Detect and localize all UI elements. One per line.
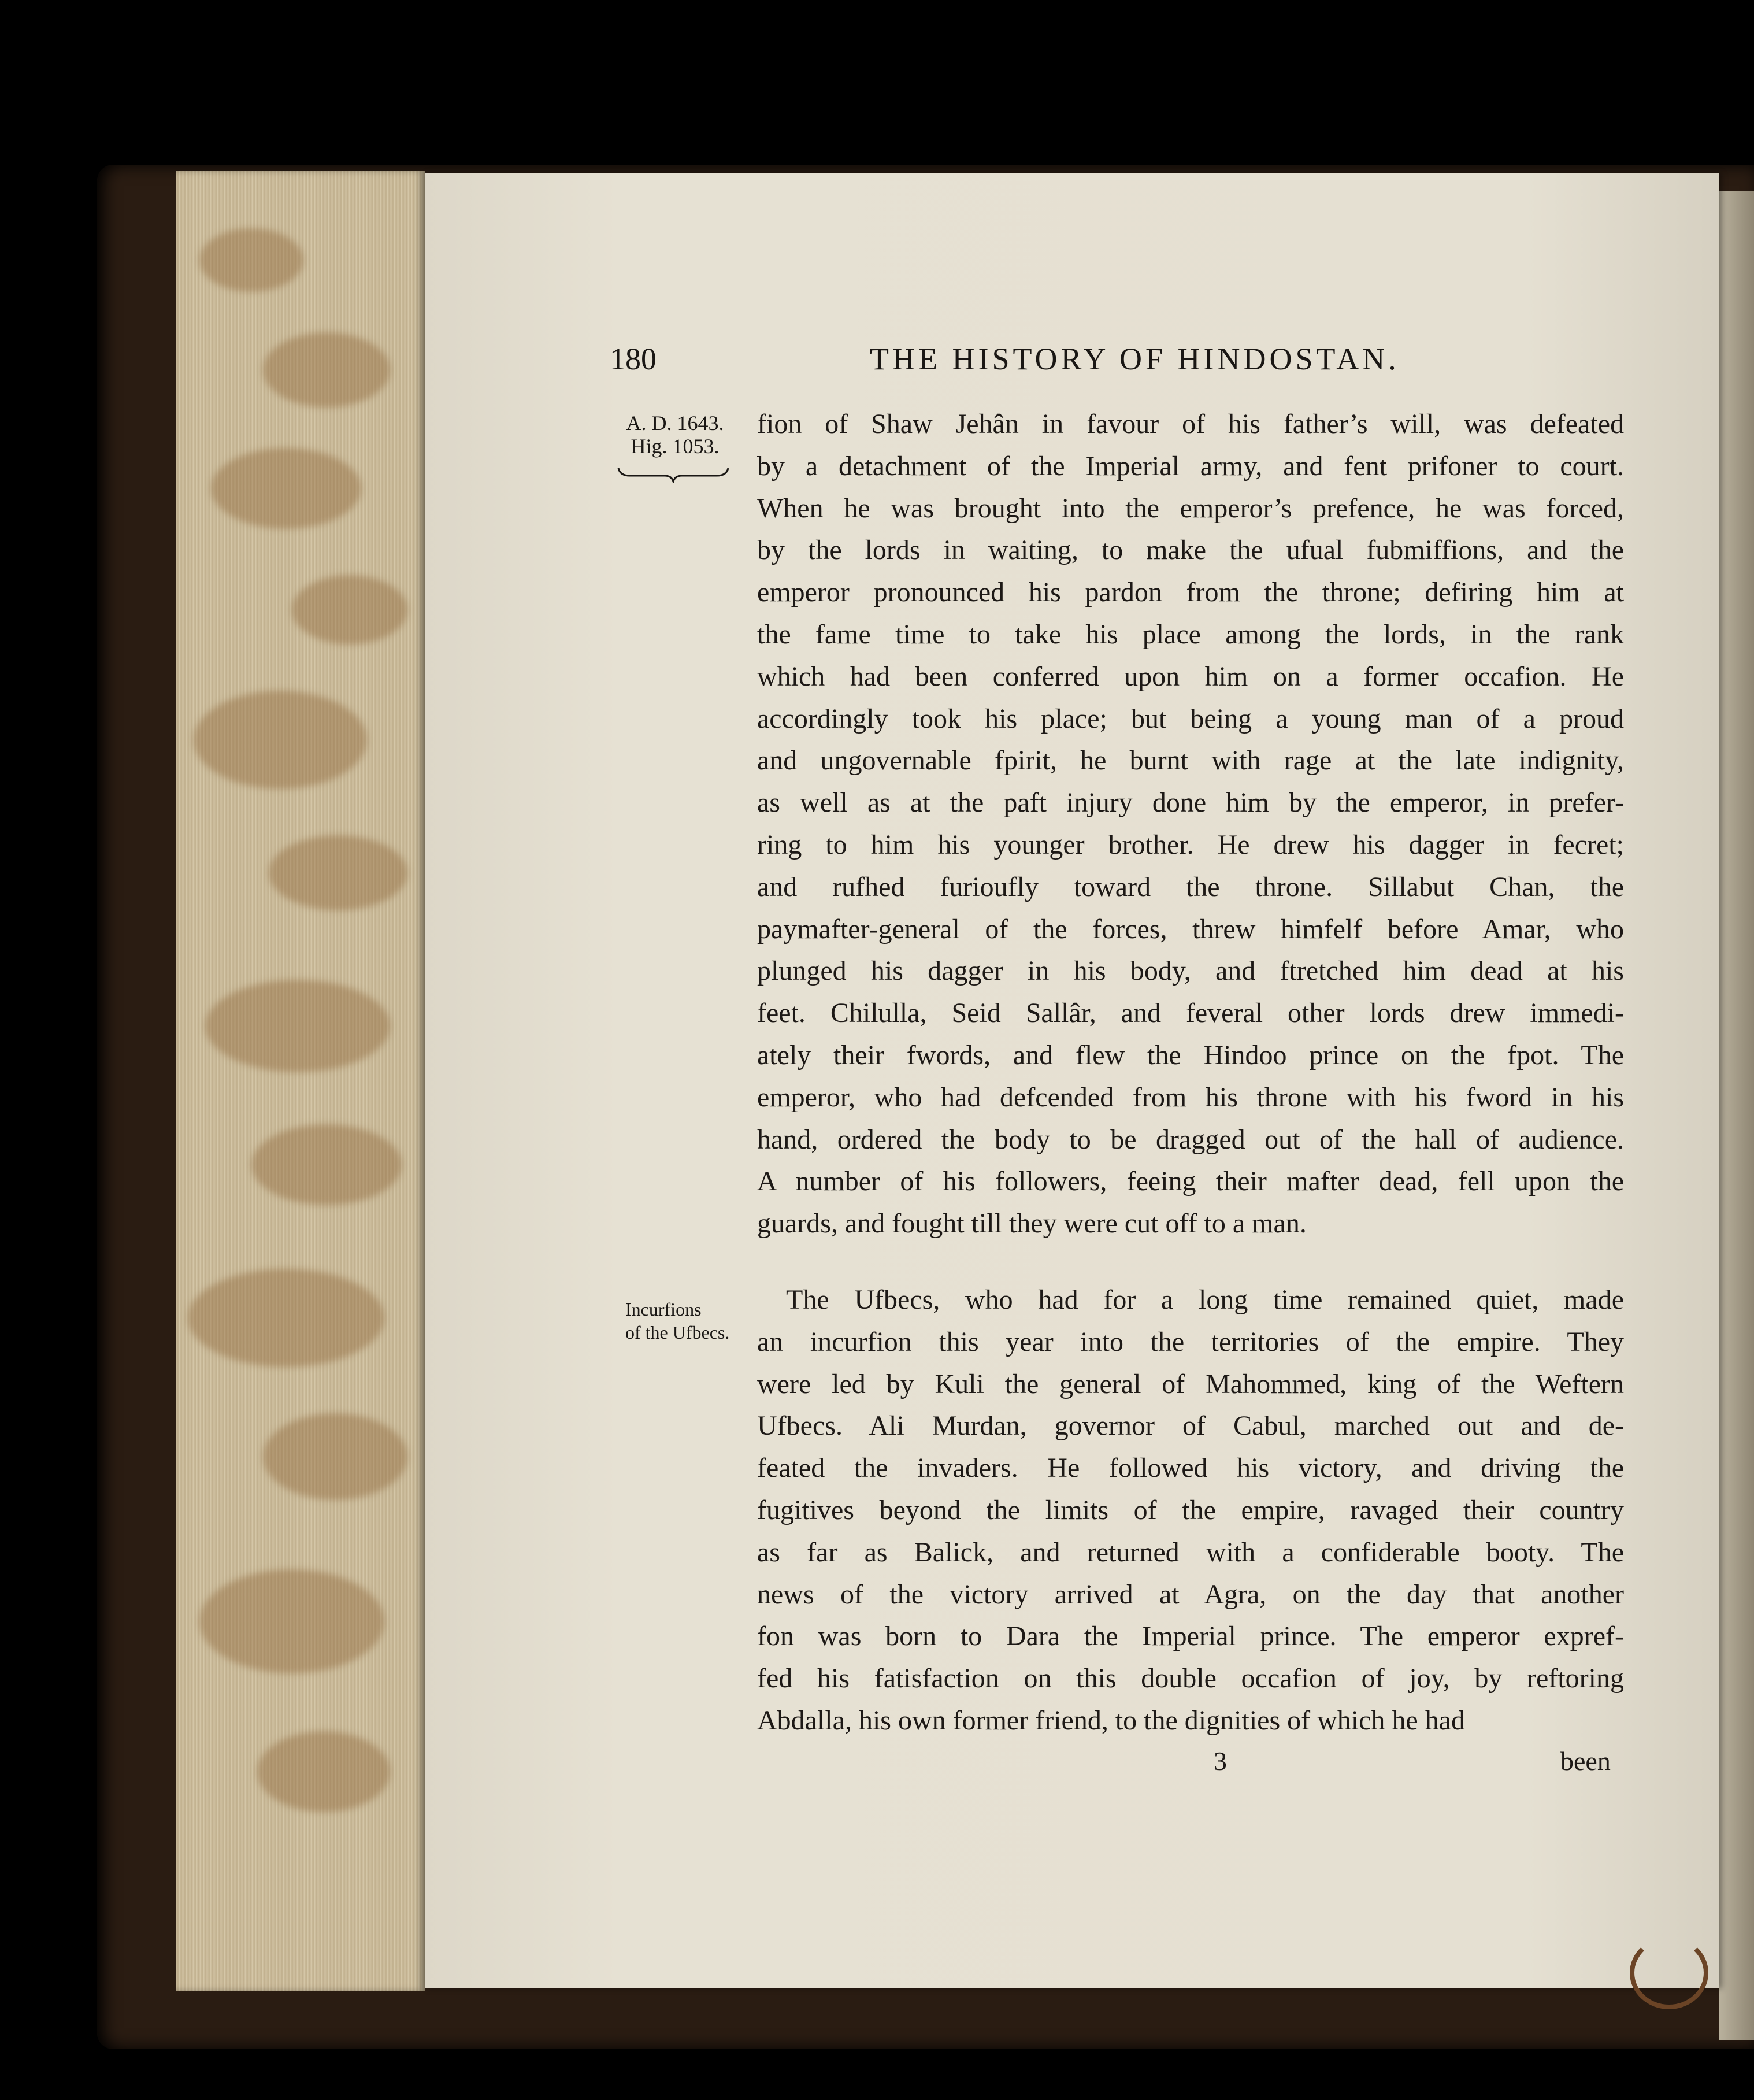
margin-date-ad: A. D. 1643. [626, 412, 724, 435]
ribbon-bookmark [1630, 1936, 1708, 2009]
margin-date-hig: Hig. 1053. [631, 435, 720, 458]
text-line: guards, and fought till they were cut off to a man. [757, 1208, 1307, 1239]
text-line: news of the victory arrived at Agra, on the day that another [757, 1579, 1624, 1610]
margin-date-note [611, 412, 739, 458]
text-line: Ufbecs. Ali Murdan, governor of Cabul, marched out and de- [757, 1410, 1624, 1442]
text-line: were led by Kuli the general of Mahommed, king of the Weftern [757, 1368, 1624, 1399]
text-line: A number of his followers, feeing their mafter dead, fell upon the [757, 1166, 1624, 1197]
page-number: 180 [610, 342, 657, 376]
margin-note-line-2: of the Ufbecs. [625, 1322, 730, 1343]
text-line: the fame time to take his place among the lords, in the rank [757, 618, 1624, 650]
paragraph-2 [757, 1279, 1624, 1742]
catchword: been [1560, 1746, 1611, 1776]
text-line: plunged his dagger in his body, and ftretched him dead at his [757, 955, 1624, 987]
text-line: as far as Balick, and returned with a confiderable booty. The [757, 1536, 1624, 1568]
text-line: ring to him his younger brother. He drew his dagger in fecret; [757, 829, 1624, 860]
text-line: emperor pronounced his pardon from the throne; defiring him at [757, 577, 1624, 608]
text-line: ately their fwords, and flew the Hindoo prince on the fpot. The [757, 1039, 1624, 1071]
page-edges [176, 171, 425, 1991]
text-line: Abdalla, his own former friend, to the dignities of which he had [757, 1705, 1466, 1736]
next-page-edge [1719, 191, 1754, 2040]
text-line: The Ufbecs, who had for a long time remained quiet, made [786, 1284, 1624, 1315]
text-line: paymafter-general of the forces, threw himfelf before Amar, who [757, 913, 1624, 945]
page-header [610, 341, 1488, 382]
text-line: accordingly took his place; but being a young man of a proud [757, 703, 1624, 734]
text-line: as well as at the paft injury done him by the emperor, in prefer- [757, 787, 1624, 818]
text-line: fion of Shaw Jehân in favour of his father’s will, was defeated [757, 409, 1624, 439]
text-line: emperor, who had defcended from his throne with his fword in his [757, 1082, 1624, 1113]
text-line: by the lords in waiting, to make the ufual fubmiffions, and the [757, 535, 1624, 566]
text-line: feet. Chilulla, Seid Sallâr, and feveral other lords drew immedi- [757, 998, 1624, 1029]
text-line: When he was brought into the emperor’s prefence, he was forced, [757, 492, 1624, 524]
text-line: which had been conferred upon him on a former occafion. He [757, 661, 1624, 692]
text-line: by a detachment of the Imperial army, and fent prifoner to court. [757, 450, 1624, 482]
running-title: THE HISTORY OF HINDOSTAN. [870, 342, 1400, 376]
text-line: and ungovernable fpirit, he burnt with rage at the late indignity, [757, 745, 1624, 776]
text-line: fed his fatisfaction on this double occafion of joy, by reftoring [757, 1663, 1624, 1694]
text-line: fugitives beyond the limits of the empire, ravaged their country [757, 1494, 1624, 1525]
brace-decoration [615, 465, 731, 483]
text-line: and rufhed furioufly toward the throne. Sillabut Chan, the [757, 871, 1624, 902]
margin-note-incursions [625, 1298, 741, 1344]
paragraph-1 [757, 403, 1624, 1245]
margin-note-line-1: Incurfions [625, 1299, 702, 1320]
signature-mark: 3 [1214, 1746, 1227, 1776]
text-line: an incurfion this year into the territories of the empire. They [757, 1326, 1624, 1357]
text-line: hand, ordered the body to be dragged out of the hall of audience. [757, 1124, 1624, 1155]
text-line: fon was born to Dara the Imperial prince. The emperor expref- [757, 1621, 1624, 1652]
text-line: feated the invaders. He followed his victory, and driving the [757, 1453, 1624, 1484]
